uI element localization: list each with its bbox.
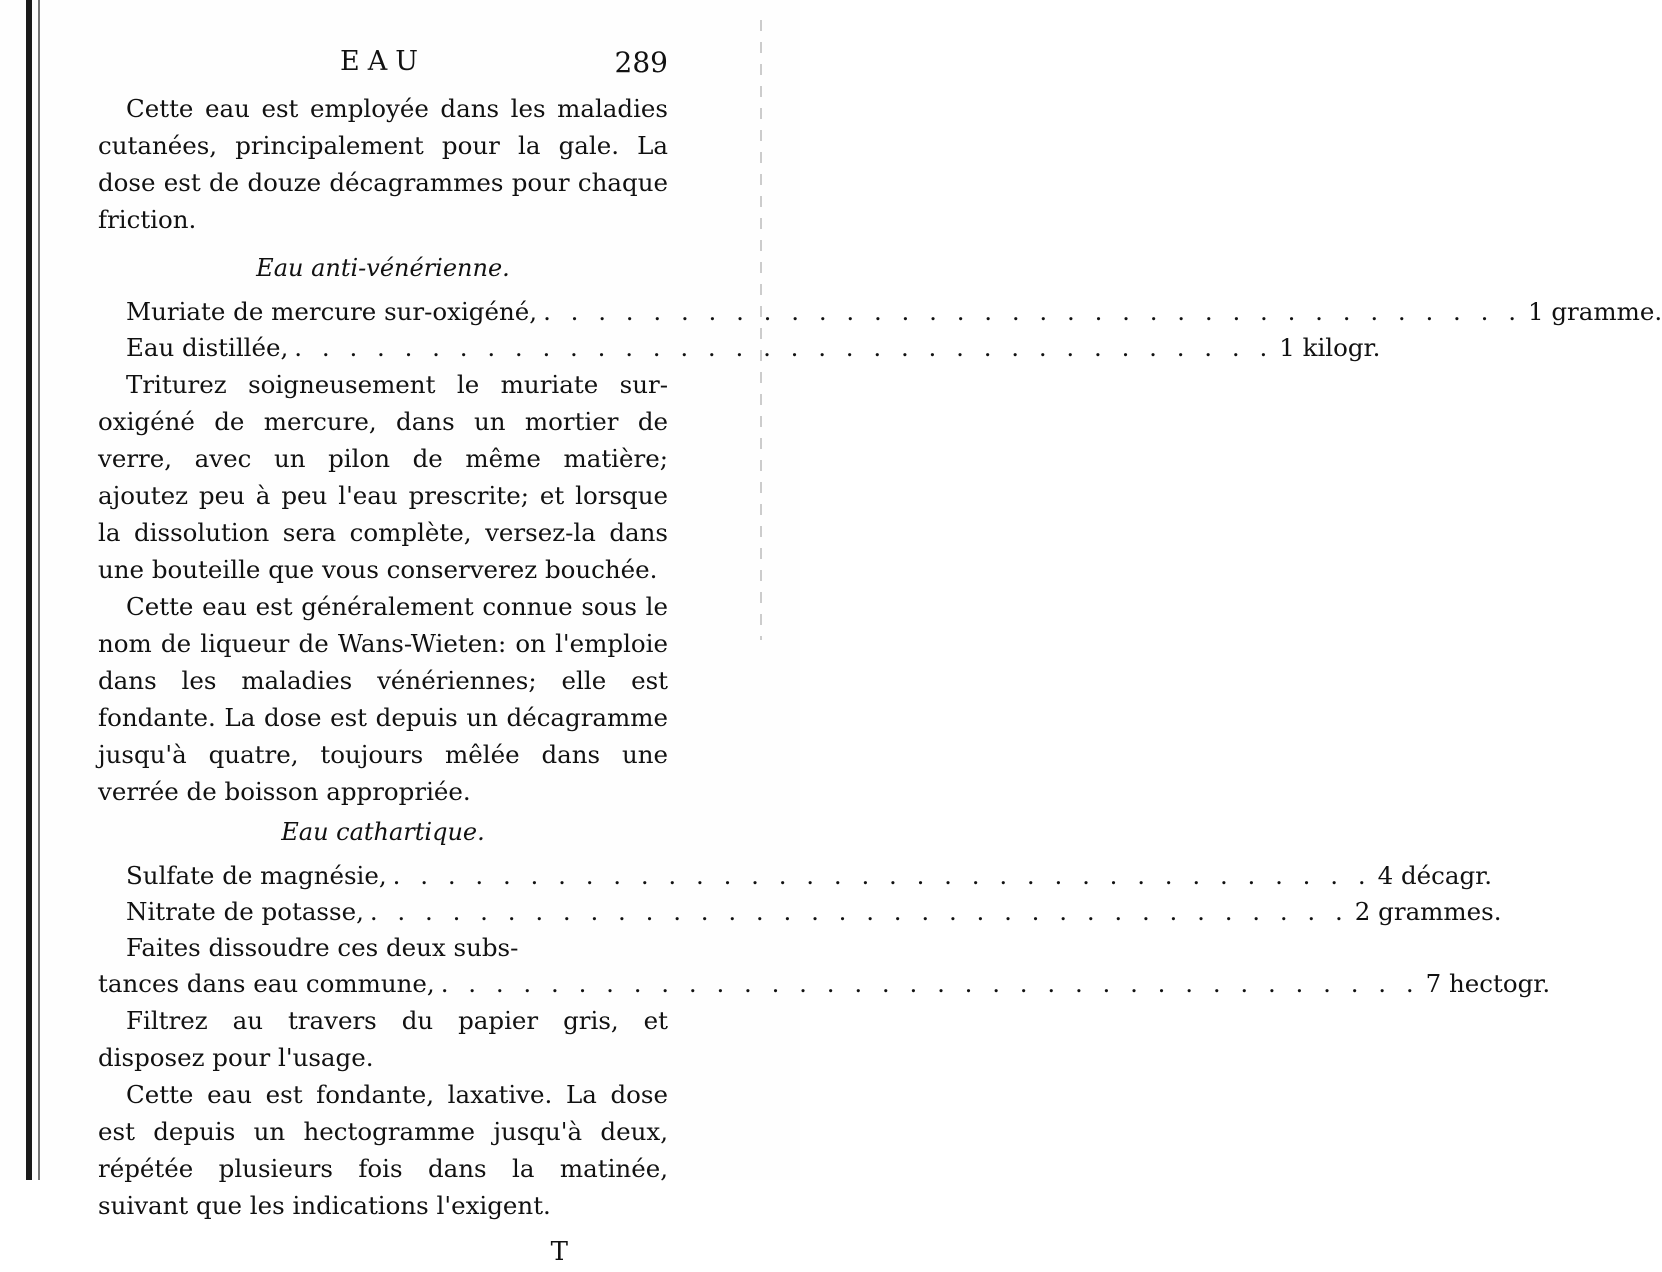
signature-mark: T <box>550 1237 568 1267</box>
ingredient-line <box>98 330 1381 366</box>
preparation-paragraph: Triturez soigneusement le muriate sur-oxigéné de mercure, dans un mortier de verre, avec un pilon de même matière; ajoutez peu à peu l'eau prescrite; et lorsque la dissolution sera complète, versez-la dans une bouteille que vous conserverez bouchée. <box>98 370 668 584</box>
ingredient-line <box>98 294 1662 330</box>
binding-edge <box>26 0 32 1180</box>
running-head <box>98 40 668 90</box>
dot-leader <box>387 858 1378 894</box>
dot-leader <box>364 894 1355 930</box>
dot-leader <box>435 966 1426 1002</box>
ingredient-name: Sulfate de magnésie, <box>126 861 387 890</box>
filter-paragraph: Filtrez au travers du papier gris, et disposez pour l'usage. <box>98 1006 668 1072</box>
page-content <box>98 40 1662 1272</box>
dot-leader <box>288 330 1279 366</box>
section-heading-anti-venerienne: Eau anti-vénérienne. <box>256 254 510 282</box>
ingredient-quantity: 7 hectogr. <box>1425 969 1551 998</box>
ingredient-name: tances dans eau commune, <box>98 969 435 998</box>
ingredient-line <box>98 858 1492 894</box>
ingredient-quantity: 2 grammes. <box>1354 897 1502 926</box>
ingredient-quantity: 1 kilogr. <box>1279 333 1381 362</box>
ingredient-name: Muriate de mercure sur-oxigéné, <box>126 297 538 326</box>
dissolve-instruction: Faites dissoudre ces deux subs- <box>126 933 519 962</box>
binding-line <box>38 0 40 1180</box>
section-heading-cathartique: Eau cathartique. <box>281 818 485 846</box>
dosage-paragraph: Cette eau est fondante, laxative. La dose est depuis un hectogramme jusqu'à deux, répétée plusieurs fois dans la matinée, suivant que les indications l'exigent. <box>98 1080 668 1220</box>
intro-paragraph: Cette eau est employée dans les maladies cutanées, principalement pour la gale. La dose est de douze décagrammes pour chaque friction. <box>98 94 668 234</box>
ingredient-name: Nitrate de potasse, <box>126 897 364 926</box>
ingredient-line <box>98 894 1502 930</box>
running-head-title: EAU <box>340 46 426 77</box>
page-number: 289 <box>614 46 668 79</box>
ingredient-name: Eau distillée, <box>126 333 289 362</box>
usage-paragraph: Cette eau est généralement connue sous le nom de liqueur de Wans-Wieten: on l'emploie dans les maladies vénériennes; elle est fondante. La dose est depuis un décagramme jusqu'à quatre, toujours mêlée dans une verrée de boisson appropriée. <box>98 592 668 806</box>
dot-leader <box>537 294 1528 330</box>
ingredient-quantity: 4 décagr. <box>1377 861 1492 890</box>
ingredient-quantity: 1 gramme. <box>1528 297 1662 326</box>
ingredient-line <box>98 966 1551 1002</box>
